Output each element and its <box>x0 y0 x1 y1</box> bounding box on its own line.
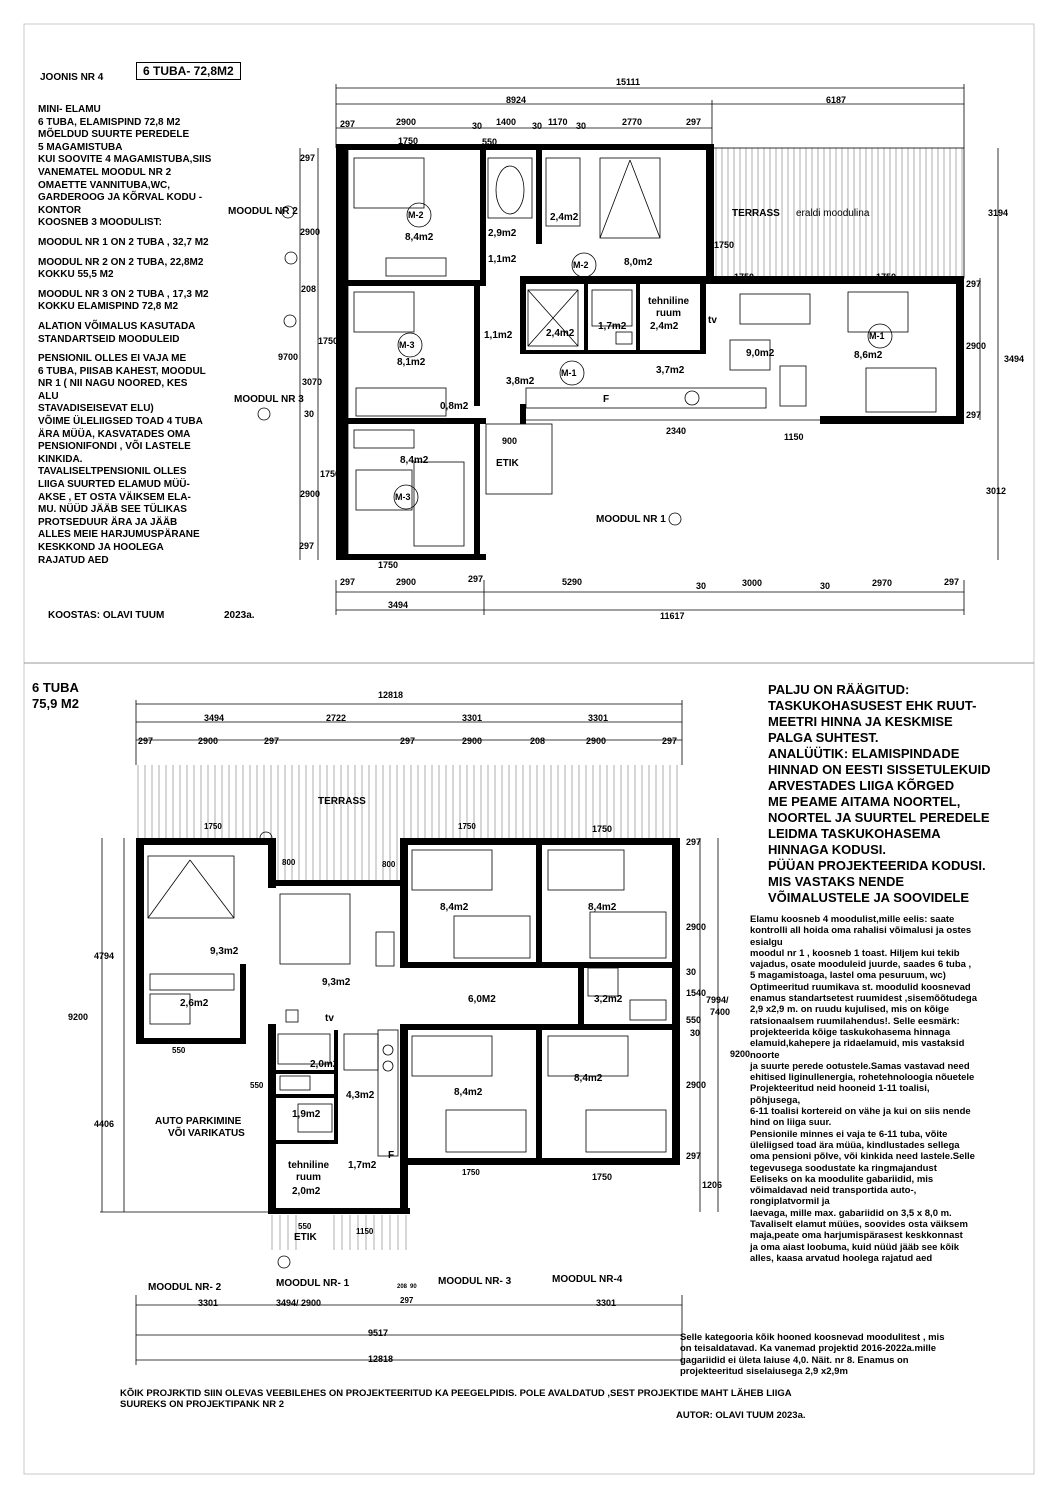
room-area: 8,4m2 <box>588 902 617 913</box>
room-area: 1,1m2 <box>484 330 513 341</box>
dim-label: 30 <box>532 121 543 131</box>
commentary-line: 6-11 toalisi kortereid on vähe ja kui on siis nende <box>750 1106 971 1118</box>
room-label: tv <box>708 315 717 326</box>
commentary-heading-line: ARVESTADES LIIGA KÕRGED <box>768 778 955 793</box>
dim-label: 3301 <box>462 713 483 723</box>
dim-label: 800 <box>282 858 296 867</box>
dim-label: 297 <box>300 153 316 163</box>
description-line: ALLES MEIE HARJUMUSPÄRANE <box>38 529 200 541</box>
dim-label: 1150 <box>356 1227 374 1236</box>
dim-label: 2900 <box>586 736 607 746</box>
commentary-heading-line: ANALÜÜTIK: ELAMISPINDADE <box>768 746 960 761</box>
dim-label: 9200 <box>730 1049 751 1059</box>
dim-label: 3494/ 2900 <box>276 1298 322 1308</box>
description-line: NR 1 ( NII NAGU NOORED, KES <box>38 378 188 390</box>
dim-label: 550 <box>686 1015 702 1025</box>
dim-label: 1750 <box>458 822 476 831</box>
commentary-line: Optimeeritud ruumikava st. moodulid koosnevad <box>750 981 971 993</box>
plan1-year: 2023a. <box>224 610 255 621</box>
dim-label: 2970 <box>872 578 893 588</box>
dim-label: 1206 <box>702 1180 723 1190</box>
room-area: 8,6m2 <box>854 350 883 361</box>
dim-label: 1540 <box>686 988 707 998</box>
room-area: 8,0m2 <box>624 257 653 268</box>
dim-label: 3194 <box>988 208 1009 218</box>
dim-label: 297 <box>966 279 982 289</box>
room-area: 2,9m2 <box>488 228 517 239</box>
commentary-line: tegevusega soodustate ka ringmajandust <box>750 1162 937 1174</box>
dim-label: 1750 <box>592 824 613 834</box>
dim-label: 2340 <box>666 426 687 436</box>
plan1-module-1-label: MOODUL NR 1 <box>596 514 666 525</box>
dim-label: 30 <box>820 581 831 591</box>
plan2-walls <box>136 838 680 1214</box>
description-line: GARDEROOG JA KÕRVAL KODU - <box>38 192 203 204</box>
dim-label: 900 <box>502 436 518 446</box>
commentary-line: ja suurte perede ootustele.Samas vastavad need <box>750 1060 970 1072</box>
dim-label: 297 <box>340 119 356 129</box>
dim-label: 4406 <box>94 1119 115 1129</box>
commentary-body <box>750 914 977 1264</box>
commentary-line: vajadus, osate mooduleid juurde, saades 6 tuba , <box>750 959 972 971</box>
commentary-heading-line: TASKUKOHASUSEST EHK RUUT- <box>768 698 977 713</box>
description-line: KOOSNEB 3 MOODULIST: <box>38 217 162 229</box>
commentary-heading-line: PÜÜAN PROJEKTEERIDA KODUSI. <box>768 858 986 873</box>
description-line: STAVADISEISEVAT ELU) <box>38 403 154 415</box>
commentary-heading <box>768 682 990 906</box>
dim-label: 2900 <box>462 736 483 746</box>
commentary-heading-line: PALJU ON RÄÄGITUD: <box>768 682 910 697</box>
parking-label: AUTO PARKIMINE <box>155 1116 242 1127</box>
description-line: MINI- ELAMU <box>38 104 101 115</box>
room-area: 9,3m2 <box>210 946 239 957</box>
commentary-line: Elamu koosneb 4 moodulist,mille eelis: saate <box>750 914 955 925</box>
room-area: 9,3m2 <box>322 977 351 988</box>
dim-label: 30 <box>696 581 707 591</box>
commentary-line: rongiplatvormil ja <box>750 1196 830 1208</box>
dim-label: 3494 <box>204 713 225 723</box>
dim-label: 1750 <box>378 560 399 570</box>
room-marker: M-3 <box>395 492 411 502</box>
dim-label: 208 <box>301 284 317 294</box>
dim-label: 9517 <box>368 1328 389 1338</box>
dim-label: 297 <box>299 541 315 551</box>
room-marker: M-2 <box>573 260 589 270</box>
room-area: 3,7m2 <box>656 365 685 376</box>
dim-label: 3012 <box>986 486 1007 496</box>
commentary-line: enamus standartsetest ruumidest ,sisemõõtudega <box>750 993 978 1005</box>
plan1-description <box>38 104 211 567</box>
dim-label: 1750 <box>462 1168 480 1177</box>
room-marker: M-2 <box>408 210 424 220</box>
description-line: MÕELDUD SUURTE PEREDELE <box>38 129 190 141</box>
dim-label: 297 <box>944 577 960 587</box>
dim-label: 1750 <box>204 822 222 831</box>
dim-label: 297 <box>138 736 154 746</box>
room-area: 2,4m2 <box>546 328 575 339</box>
room-label: F <box>388 1150 395 1161</box>
dim-label: 30 <box>690 1028 701 1038</box>
dim-label: 1750 <box>318 336 339 346</box>
room-marker: M-1 <box>561 368 577 378</box>
dim-label: 297 <box>686 837 702 847</box>
description-line: ÄRA MÜÜA, KASVATADES OMA <box>38 428 191 440</box>
plan2-module-4-label: MOODUL NR-4 <box>552 1274 623 1285</box>
room-marker: M-1 <box>869 331 885 341</box>
room-area: 8,4m2 <box>574 1073 603 1084</box>
dim-label: 297 <box>468 574 484 584</box>
room-area: 6,0M2 <box>468 994 496 1005</box>
dim-label: 1750 <box>876 272 897 282</box>
description-line: VÕIME ÜLELIIGSED TOAD 4 TUBA <box>38 416 203 428</box>
room-area: 3,8m2 <box>506 376 535 387</box>
room-area: 9,0m2 <box>746 348 775 359</box>
description-gap <box>38 346 211 353</box>
dim-label: 1750 <box>592 1172 613 1182</box>
dim-label: 6187 <box>826 95 847 105</box>
dim-label: 550 <box>250 1081 264 1090</box>
description-line: 6 TUBA, PIISAB KAHEST, MOODUL <box>38 365 206 377</box>
description-gap <box>38 250 211 257</box>
room-label: tehniline <box>288 1160 330 1171</box>
commentary-line: üleliigsed toad ära müüa, kindlustades sellega <box>750 1139 960 1151</box>
plan1-terrace-note: eraldi moodulina <box>796 208 870 219</box>
plan1-module-3-label: MOODUL NR 3 <box>234 394 304 405</box>
commentary-heading-line: ME PEAME AITAMA NOORTEL, <box>768 794 961 809</box>
dim-label: 3494 <box>388 600 409 610</box>
commentary-line: moodul nr 1 , koosneb 1 toast. Hiljem kui tekib <box>750 947 960 959</box>
dim-label: 2900 <box>300 227 321 237</box>
dim-label: 550 <box>482 137 498 147</box>
description-gap <box>38 314 211 321</box>
dim-label: 2900 <box>300 489 321 499</box>
plan2-title-line: 75,9 M2 <box>32 696 79 711</box>
dim-label: 1750 <box>734 272 755 282</box>
description-line: KOKKU ELAMISPIND 72,8 M2 <box>38 301 179 313</box>
room-marker: M-3 <box>399 340 415 350</box>
dim-label: 30 <box>472 121 483 131</box>
dim-label: 12818 <box>368 1354 394 1364</box>
description-gap <box>38 282 211 289</box>
dim-label: 2900 <box>198 736 219 746</box>
description-line: MU. NÜÜD JÄÄB SEE TÜLIKAS <box>38 504 187 516</box>
footer-line-2: SUUREKS ON PROJEKTIPANK NR 2 <box>120 1399 284 1410</box>
description-line: PENSIONIL OLLES EI VAJA ME <box>38 353 187 365</box>
room-area: 1,9m2 <box>292 1109 321 1120</box>
room-area: 2,0m2 <box>292 1186 321 1197</box>
parking-label: VÕI VARIKATUS <box>168 1128 245 1139</box>
description-line: 6 TUBA, ELAMISPIND 72,8 M2 <box>38 116 181 128</box>
dim-label: 9200 <box>68 1012 89 1022</box>
description-line: TAVALISELTPENSIONIL OLLES <box>38 466 187 478</box>
dim-label: 1150 <box>784 432 804 442</box>
description-line: OMAETTE VANNITUBA,WC, <box>38 179 171 191</box>
dim-label: 5290 <box>562 577 583 587</box>
dim-label: 9700 <box>278 352 299 362</box>
commentary-line: kontrolli all hoida oma rahalisi võimalusi ja ostes <box>750 925 972 937</box>
commentary-line: ratsionaalsem ruumilahendus!. Selle eesmärk: <box>750 1015 960 1027</box>
commentary-line: võimaldavad neid transportida auto-, <box>750 1185 917 1197</box>
room-area: 8,4m2 <box>454 1087 483 1098</box>
dim-label: 2900 <box>686 922 707 932</box>
dim-label: 3301 <box>198 1298 219 1308</box>
dim-label: 208 <box>397 1284 408 1290</box>
description-line: ALATION VÕIMALUS KASUTADA <box>38 320 196 332</box>
room-area: 8,4m2 <box>405 232 434 243</box>
description-line: AKSE , ET OSTA VÄIKSEM ELA- <box>38 491 191 503</box>
dim-label: 1750 <box>714 240 735 250</box>
commentary-heading-line: NOORTEL JA SUURTEL PEREDELE <box>768 810 990 825</box>
dim-label: 7400 <box>710 1007 731 1017</box>
dim-label: 800 <box>382 860 396 869</box>
commentary-line: noorte <box>750 1049 780 1061</box>
dim-label: 297 <box>966 410 982 420</box>
description-line: PROTSEDUUR ÄRA JA JÄÄB <box>38 516 178 528</box>
commentary-heading-line: HINNAD ON EESTI SISSETULEKUID <box>768 762 991 777</box>
room-area: 2,4m2 <box>650 321 679 332</box>
commentary-line: ja oma aiast loobuma, kuid nüüd jääb see kõik <box>750 1241 960 1253</box>
plan1-terrace-label: TERRASS <box>732 208 780 219</box>
bottom-note-line: Selle kategooria kõik hooned koosnevad moodulitest , mis <box>680 1332 945 1343</box>
dim-label: 297 <box>340 577 356 587</box>
description-line: LIIGA SUURTED ELAMUD MÜÜ- <box>38 479 190 491</box>
commentary-line: Tavaliselt elamut müües, soovides osta väiksem <box>750 1219 968 1231</box>
dim-label: 1750 <box>398 136 419 146</box>
commentary-line: elamuid,kahepere ja ridaelamuid, mis vastaksid <box>750 1038 965 1050</box>
description-line: KESKKOND JA HOOLEGA <box>38 542 164 553</box>
plan1-drawing <box>258 84 998 615</box>
dim-label: 2900 <box>396 577 417 587</box>
room-area: 8,4m2 <box>440 902 469 913</box>
room-area: 3,2m2 <box>594 994 623 1005</box>
plan2-module-2-label: MOODUL NR- 2 <box>148 1282 222 1293</box>
dim-label: 4794 <box>94 951 115 961</box>
dim-label: 15111 <box>616 77 641 87</box>
commentary-line: oma pensioni põlve, või kinkida need lastele.Selle <box>750 1151 975 1163</box>
dim-label: 1750 <box>320 469 341 479</box>
footer-author: AUTOR: OLAVI TUUM 2023a. <box>676 1410 806 1421</box>
plan2-module-3-label: MOODUL NR- 3 <box>438 1276 512 1287</box>
commentary-line: Projekteeritud neid hooneid 1-11 toalisi, <box>750 1083 930 1095</box>
dim-label: 2722 <box>326 713 347 723</box>
room-area: 8,1m2 <box>397 357 426 368</box>
room-area: 1,1m2 <box>488 254 517 265</box>
dim-label: 30 <box>576 121 587 131</box>
commentary-line: esialgu <box>750 936 783 948</box>
room-area: 1,7m2 <box>348 1160 377 1171</box>
room-area: 2,6m2 <box>180 998 209 1009</box>
dim-label: 297 <box>400 736 416 746</box>
dim-label: 30 <box>304 409 315 419</box>
commentary-heading-line: VÕIMALUSTELE JA SOOVIDELE <box>768 890 970 905</box>
dim-label: 297 <box>662 736 678 746</box>
commentary-line: põhjusega, <box>750 1094 801 1106</box>
dim-label: 297 <box>686 1151 702 1161</box>
room-area: 0,8m2 <box>440 401 469 412</box>
description-line: VANEMATEL MOODUL NR 2 <box>38 166 172 178</box>
dim-label: 11617 <box>660 611 685 621</box>
description-line: MOODUL NR 1 ON 2 TUBA , 32,7 M2 <box>38 236 209 248</box>
commentary-line: Pensionile minnes ei vaja te 6-11 tuba, võite <box>750 1128 948 1140</box>
room-label: ETIK <box>294 1232 317 1243</box>
commentary-heading-line: PALGA SUHTEST. <box>768 730 879 745</box>
plan2-dimension-lines <box>100 700 718 1365</box>
dim-label: 3494 <box>1004 354 1025 364</box>
commentary-heading-line: MEETRI HINNA JA KESKMISE <box>768 714 953 729</box>
commentary-line: Eeliseks on ka moodulite gabariidid, mis <box>750 1173 934 1185</box>
bottom-note-line: gagariidid ei ületa laiuse 4,0. Näit. nr 8. Enamus on <box>680 1354 909 1366</box>
commentary-heading-line: MIS VASTAKS NENDE <box>768 874 905 889</box>
commentary-line: maja,peate oma harjumispärasest keskkonnast <box>750 1230 963 1242</box>
room-area: 8,4m2 <box>400 455 429 466</box>
commentary-line: projekteerida kõige taskukohasema hinnaga <box>750 1026 951 1038</box>
description-line: KONTOR <box>38 204 82 216</box>
commentary-heading-line: HINNAGA KODUSI. <box>768 842 886 857</box>
dim-label: 30 <box>686 967 697 977</box>
description-line: PENSIONIFONDI , VÕI LASTELE <box>38 441 191 453</box>
commentary-heading-line: LEIDMA TASKUKOHASEMA <box>768 826 941 841</box>
dim-label: 1170 <box>548 117 568 127</box>
room-area: 4,3m2 <box>346 1090 375 1101</box>
commentary-line: 5 magamistoaga, lastel oma pesuruum, wc) <box>750 970 946 982</box>
room-area: 2,0m2 <box>310 1059 339 1070</box>
room-label: tehniline <box>648 296 690 307</box>
description-line: STANDARTSEID MOODULEID <box>38 333 180 345</box>
dim-label: 297 <box>400 1296 414 1305</box>
room-label: ruum <box>656 308 681 319</box>
dim-label: 1400 <box>496 117 517 127</box>
plan1-module-2-label: MOODUL NR 2 <box>228 206 298 217</box>
plan2-module-1-label: MOODUL NR- 1 <box>276 1278 350 1289</box>
dim-label: 297 <box>686 117 702 127</box>
bottom-note-line: on teisaldatavad. Ka vanemad projektid 2016-2022a.mille <box>680 1343 937 1355</box>
plan2-title <box>32 680 79 712</box>
dim-label: 3000 <box>742 578 763 588</box>
plan1-author: KOOSTAS: OLAVI TUUM <box>48 610 165 621</box>
dim-label: 3301 <box>588 713 609 723</box>
plan1-drawing-number: JOONIS NR 4 <box>40 72 104 83</box>
bottom-note-line: projekteeritud siselaiusega 2,9 x2,9m <box>680 1365 848 1377</box>
room-label: tv <box>325 1013 334 1024</box>
bottom-note <box>680 1332 944 1377</box>
description-line: 5 MAGAMISTUBA <box>38 141 123 153</box>
dim-label: 8924 <box>506 95 527 105</box>
dim-label: 90 <box>410 1284 417 1290</box>
plan2-title-line: 6 TUBA <box>32 680 79 695</box>
description-line: KINKIDA. <box>38 453 83 465</box>
room-label: ruum <box>296 1172 321 1183</box>
dim-label: 2900 <box>396 117 417 127</box>
footer-line-1: KÕIK PROJRKTID SIIN OLEVAS VEEBILEHES ON PROJEKTEERITUD KA PEEGELPIDIS. POLE AVALDATUD ,SEST PROJEKTIDE MAHT LÄHEB LIIGA <box>120 1388 792 1399</box>
dim-label: 2900 <box>686 1080 707 1090</box>
room-label: F <box>603 394 610 405</box>
description-gap <box>38 230 211 237</box>
commentary-line: ehitised liginullenergia, rohetehnoloogia nõuetele <box>750 1072 975 1084</box>
dim-label: 2770 <box>622 117 643 127</box>
description-line: ALU <box>38 390 59 402</box>
dim-label: 7994/ <box>706 995 729 1005</box>
plan1-title: 6 TUBA- 72,8M2 <box>136 62 241 80</box>
dim-label: 208 <box>530 736 546 746</box>
plan2-drawing <box>100 700 718 1365</box>
commentary-line: hind on liiga suur. <box>750 1117 832 1129</box>
dim-label: 3070 <box>302 377 323 387</box>
dim-label: 550 <box>298 1222 312 1231</box>
commentary-line: alles, kaasa arvatud hoolega rajatud aed <box>750 1252 933 1264</box>
dim-label: 2900 <box>966 341 987 351</box>
description-line: KUI SOOVITE 4 MAGAMISTUBA,SIIS <box>38 154 212 166</box>
dim-label: 297 <box>264 736 280 746</box>
commentary-line: laevaga, mille max. gabariidid on 3,5 x 8,0 m. <box>750 1207 952 1219</box>
room-area: 2,4m2 <box>550 212 579 223</box>
dim-label: 550 <box>172 1046 186 1055</box>
description-line: RAJATUD AED <box>38 554 109 566</box>
plan2-terrace-label: TERRASS <box>318 796 366 807</box>
description-line: MOODUL NR 3 ON 2 TUBA , 17,3 M2 <box>38 288 209 300</box>
commentary-line: 2,9 x2,9 m. on ruudu kujulised, mis on kõige <box>750 1004 950 1016</box>
room-label: ETIK <box>496 458 519 469</box>
dim-label: 12818 <box>378 690 404 700</box>
description-line: KOKKU 55,5 M2 <box>38 269 114 281</box>
dim-label: 3301 <box>596 1298 617 1308</box>
description-line: MOODUL NR 2 ON 2 TUBA, 22,8M2 <box>38 256 204 268</box>
room-area: 1,7m2 <box>598 321 627 332</box>
